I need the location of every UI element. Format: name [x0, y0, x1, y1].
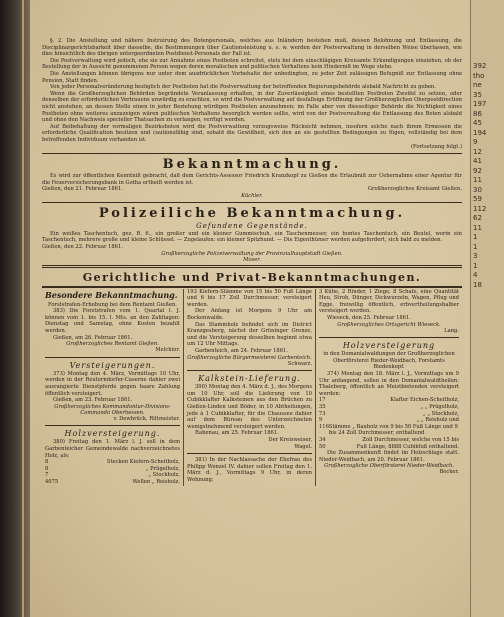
paragraph: §. 2. Die Anstellung und nähere Instruirung des Botenpersonals, welches aus Inländern bestehen muß, dessen Belohnung und Entlassung, die Disciplinargerichtsbarkeit über dasselbe, die Bestimmungen über Cautionsleistung u. s. w. werden der Postverwaltung in derselben Weise überlassen, wie dies hinsichtlich des übrigen untergeordneten Postdienst-Personals der Fall ist. — [42, 38, 462, 58]
item-desc: „ „ Stockholz, — [423, 410, 459, 417]
notice-footer — [42, 186, 462, 193]
column-heading: Kalkstein-Lieferung. — [198, 374, 301, 384]
paragraph: Wenn die Großherzoglichen Behörden begründete Veranlassung erhalten, in der Zuverlässigkeit eines bestellten Postboten Zweifel zu setzen, oder denselben der erforderlichen Vertrauens unwürdig zu erachten, so wird die Postverwaltung auf desfallsige Eröffnung der Großherzoglichen Oberpostdirection nicht anstehen, an dessen Stelle einen in jeder Beziehung würdigen Postboten anzunehmen; im Falle aber von diesseitiger Behörde die Nichtigkeit eines Postboten ohne weiteres anzuzeigen wären politischen Verhaltens besorglich werden sollte, wird von der Postverwaltung die Entlassung des Boten alsbald und ohne den Nachweis specieller Thatsachen zu verlangen, verfügt werden. — [42, 90, 462, 124]
item-desc: „ Prügelholz, — [145, 465, 180, 472]
three-columns — [42, 289, 462, 486]
margin-number: 45 — [473, 119, 482, 127]
adjacent-page-edge — [470, 0, 504, 617]
notice-office: Großherzogliches Kreisamt Gießen. — [367, 186, 462, 193]
column-heading: Versteigerungen. — [69, 360, 156, 370]
notice-office: Großherzogliche Oberförsterei Nieder-Weidbach. — [324, 463, 454, 470]
item-desc: Stecken Kiefern-Scheitholz, — [106, 459, 180, 466]
margin-number: 1 — [473, 233, 478, 241]
margin-number: 3 — [473, 252, 478, 260]
margin-number: tho — [473, 71, 485, 80]
paragraph: Die Postverwaltung wird jedoch, ehe sie zur Annahme eines Postboten schreitet, stets bei dem einschlägigen Kreisamte Erkundigungen einziehen, ob der Bestellung der in Aussicht genommenen Person wegen deren moralischen und politischen Verhaltens kein Hinderniß im Wege stehe. — [42, 57, 462, 71]
item-qty: 73 — [319, 410, 326, 417]
divider — [187, 370, 312, 371]
margin-number: 4 — [473, 271, 478, 279]
margin-number: 9 — [473, 138, 478, 146]
list-item — [45, 472, 180, 479]
margin-number: 392 — [473, 62, 487, 70]
notice-text: 373) Montag den 4. März, Vormittags 10 Uhr, werden in der Reuterndorfer-Caserne dahier zwei ausrangierte Dienstpferde gegen baare Zahlung öffentlich versteigert. — [45, 370, 180, 397]
section-heading: Polizeiliche Bekanntmachung. — [98, 205, 406, 221]
item-qty: 17 — [319, 397, 326, 404]
margin-number: 1 — [473, 261, 478, 270]
book-spine — [0, 0, 30, 617]
notice-office: Großherzogliches Ortsgericht Wieseck. — [337, 321, 441, 328]
margin-number: 12 — [473, 147, 482, 156]
list-item — [319, 417, 459, 424]
notice-text: Ein weißes Taschentuch, gez. R. 6., ein großer und ein kleiner Gummischuh, ein Taschenmesser, ein buntes Taschentuch, ein Beutel, worin ein Taschentuch, mehrere große und kleine Schlüssel. — Zugelaufen: ein kleiner Spitzhund. — Die Eigenthümer werden aufgefordert, sich bald zu melden. — [42, 230, 462, 244]
notice-text: Das Stammholz befindet sich im District Kranzgesberg, nächst der Grüninger Grenze, und die Versteigerung desselben beginnt etwa um 12 Uhr Mittags. — [187, 321, 312, 348]
margin-number: 1 — [473, 242, 478, 251]
top-section — [42, 38, 462, 150]
paragraph: Von jeder Personalveränderung bezüglich der Postboten hat die Postverwaltung der betreffenden Regierungsbehörde alsbald Nachricht zu geben. — [50, 84, 436, 91]
notice-office: Großherzogliche Bürgermeisterei Garbenteich. — [187, 354, 312, 361]
notice-office: Großherzogliches Rentamt Gießen. — [66, 341, 159, 348]
notice-text: 383) Die Forststrafen vom 1. Quartal l. J. können vom 1. bis 15. l. Mts. an den Zahltagen: Dienstag und Samstag, ohne Kosten bezahlt werden. — [45, 308, 180, 335]
divider — [45, 357, 180, 358]
item-desc: „ „ Prügelholz, — [420, 403, 459, 410]
margin-number: 112 — [473, 204, 487, 213]
list-item — [319, 444, 459, 451]
item-qty: 4075 — [45, 478, 59, 485]
margin-numbers — [471, 0, 504, 290]
notice-text: 380) Freitag den 1. März l. J. soll in dem Garbenteicher Gemeindewalde nachverzeichnetes Holz, als: — [45, 439, 180, 459]
divider — [42, 202, 462, 203]
divider — [42, 153, 462, 154]
margin-number: 194 — [473, 128, 487, 137]
notice-date: Gießen, den 22. Februar 1861. — [42, 244, 123, 251]
item-desc: „ Stockholz, — [148, 472, 180, 479]
paragraph: Auf Beibehaltung der vormaligen Bezirksboten wird die Postverwaltung vorzugsweise Rücksicht nehmen, insofern solche nach ihrem Ermessen die erforderliche Qualification besitzen und cautionsfähig sind, sobald die Gewißheit, sich den an sie gestellten Bedingungen zu fügen, vollständig bei dem betreffenden Individuum vorhanden ist. — [42, 123, 462, 143]
margin-number: 11 — [473, 223, 482, 232]
item-qty: 34 — [319, 436, 326, 443]
item-desc: Fuß Länge, 8888 Cubikfuß enthaltend. — [356, 443, 459, 450]
notice-text: Es wird zur öffentlichen Kenntniß gebracht, daß dem Gerichts-Assessor Friedrich Kranzkopf zu Gießen die Erlaubniß zur Uebernahme einer Agentur für die Feuerversicherungsbank in Gotha ertheilt worden ist. — [42, 173, 462, 186]
list-item — [45, 466, 180, 473]
column-2 — [184, 289, 316, 486]
column-heading: Besondere Bekanntmachung. — [45, 289, 178, 300]
item-qty: 8 — [45, 459, 49, 466]
polizei-section — [42, 206, 462, 263]
list-item — [45, 459, 180, 466]
notice-date: Garbenteich, am 24. Februar 1861. — [195, 348, 288, 354]
notice-signer: v. Dewbrück, Rittmeister. — [113, 415, 180, 422]
divider — [187, 453, 312, 454]
item-qty: 9 — [319, 417, 323, 424]
notice-signer: Lang. — [444, 327, 459, 334]
item-desc: Wellen „ Reisholz, — [132, 478, 180, 485]
margin-number: 18 — [473, 280, 482, 289]
margin-number: 30 — [473, 185, 482, 194]
notice-office: Der Kreisweiser, — [268, 436, 312, 443]
column-3 — [316, 289, 462, 486]
item-qty: 8 — [45, 465, 49, 472]
bekanntmachung-section — [42, 157, 462, 199]
notice-date: Gießen, am 23. Februar 1861. — [53, 397, 133, 404]
item-list — [319, 397, 459, 450]
item-qty: 116 — [319, 423, 329, 430]
double-divider — [42, 265, 462, 268]
notice-date: Gießen, den 21. Februar 1861. — [42, 186, 123, 193]
margin-number: 92 — [473, 166, 482, 175]
notice-text: 3 Kühe, 2 Rinder, 1 Ziege, 8 Schafe, eine Quantität Heu, Stroh, Dünger, Dickwurzeln, Wagen, Pflug und Egge, freiwillig öffentlich, erbvertheilungshalber versteigert werden. — [319, 288, 459, 315]
newspaper-page — [30, 0, 470, 617]
notice-signer: Wagel. — [294, 443, 312, 450]
notice-signer: Moser. — [243, 256, 261, 263]
margin-number: 62 — [473, 214, 482, 222]
notice-date: Gießen, am 26. Februar 1861. — [53, 334, 133, 341]
margin-number: 35 — [473, 90, 482, 99]
spine-edge — [22, 0, 24, 617]
notice-text: 390) Montag den 4. März d. J., des Morgens um 10 Uhr, soll die Lieferung von 10 Cubikklafter Kalksteinen aus den Brüchen zu Gießen-Linden und Böder, in 10 Abtheilungen, jede à 1 Cubikklafter, für die Chaussee dahier auf dem Büreau des Unterzeichneten wenigstnehmend versteigert werden. — [187, 384, 312, 430]
subheading: in den Domanialwaldungen der Großherzoglichen Oberförsterei Rieder-Weidbach, Forstamts Biedenkopf. — [323, 351, 455, 371]
margin-number: 59 — [473, 195, 482, 203]
divider — [45, 425, 180, 426]
notice-text: 381) In der Nachlassache der Ehefrau des Philipp Wenzel IV. dahier sollen Freitag den 1. März d. J., Vormittags 9 Uhr, in deren Wohnung: — [187, 457, 312, 483]
notice-text: 193 Kiefern-Stämme von 15 bis 50 Fuß Länge und 6 bis 17 Zoll Durchmesser, versteigert werden. — [187, 288, 312, 308]
notice-signer: Schwarz. — [287, 360, 312, 367]
column-heading: Holzversteigerung. — [64, 429, 161, 439]
item-desc: „ „ Reisholz und — [416, 417, 459, 424]
paragraph: Die Anstellungen können übrigens nur unter dem ausdrücklichen Vorbehalte der unbedingten, zu jeder Zeit zulässigen Befugniß zur Entlassung ohne Pension, Statt finden. — [42, 70, 462, 84]
column-heading: Holzversteigerung — [342, 341, 436, 351]
notice-signer: Melchior. — [155, 347, 180, 354]
notice-signer: Küchler. — [241, 192, 263, 199]
item-desc: Zoll Durchmesser, welche von 15 bis — [362, 436, 459, 443]
list-item — [319, 424, 459, 437]
margin-number: 86 — [473, 109, 482, 118]
continued-note: (Fortsetzung folgt.) — [410, 143, 462, 150]
margin-number: 197 — [473, 100, 487, 108]
divider — [319, 337, 459, 338]
list-item — [319, 404, 459, 411]
subheading: Forststrafen-Erhebung bei dem Rentamt Gießen. — [48, 301, 177, 308]
notice-office: Großherzogliche Polizeiverwaltung der Provinzialhauptstadt Gießen. — [161, 250, 343, 257]
notice-office: Großherzogliches Kommandantur-Divisions-Commando Oberhessen. — [54, 403, 171, 416]
item-qty: 7 — [45, 472, 49, 479]
divider — [42, 286, 462, 288]
list-item — [319, 437, 459, 444]
item-list — [45, 459, 180, 485]
section-subheading: Gefundene Gegenstände. — [196, 221, 308, 230]
margin-number: 11 — [473, 176, 482, 184]
item-desc: Klafter Eichen-Scheitholz, — [390, 397, 459, 404]
list-item — [319, 397, 459, 404]
notice-text: Der Anfang ist Morgens 9 Uhr am Bockenwalde. — [187, 308, 312, 322]
section-heading: Bekanntmachung. — [162, 157, 342, 173]
item-qty: 50 — [319, 443, 326, 450]
item-desc: Stämme „ Bauholz von 9 bis 50 Fuß Länge und 9 bis 24 Zoll Durchmesser, enthaltend — [328, 423, 458, 437]
margin-number: 41 — [473, 157, 482, 165]
column-1 — [42, 289, 184, 486]
notice-date: Wieseck, den 25. Februar 1861. — [327, 315, 411, 322]
list-item — [45, 479, 180, 486]
notice-text: Die Zusammenkunft findet im Holzschlage statt. Nieder-Weidbach, am 20. Februar 1861. — [319, 450, 459, 463]
notice-signer: Becker. — [439, 469, 459, 476]
section-heading: Gerichtliche und Privat-Bekanntmachungen. — [82, 270, 422, 284]
margin-number: ne — [473, 81, 482, 89]
notice-date: Rabenau, am 25. Februar 1861. — [195, 430, 279, 437]
list-item — [319, 411, 459, 418]
notice-text: 374) Montag den 18. März l. J., Vormittags um 9 Uhr anfangend, sollen in den Domanialwaldtheilen: Thaleberg, öffentlich an Meistbietenden versteigert werden: — [319, 371, 459, 397]
item-qty: 35 — [319, 403, 326, 410]
